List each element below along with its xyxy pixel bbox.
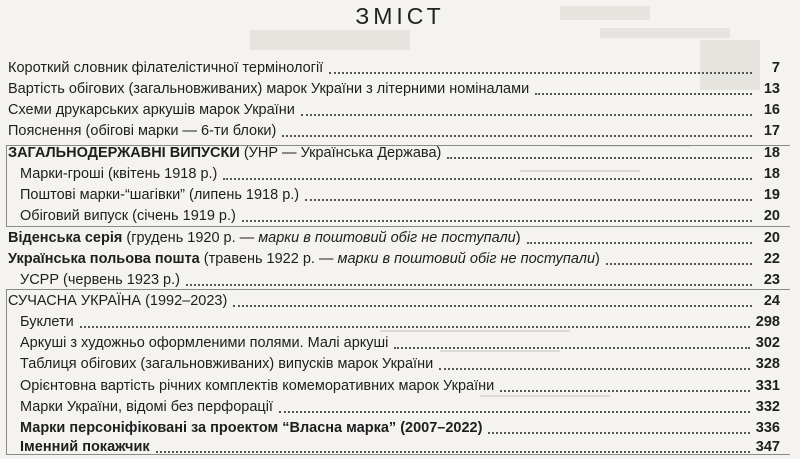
dot-leader [156,451,750,453]
dot-leader [233,305,752,307]
dot-leader [301,114,752,116]
toc-entry-title [8,145,441,162]
toc-entry-subtitle: (грудень 1920 р. — [122,230,259,246]
toc-entry[interactable] [20,331,780,352]
dot-leader [527,242,752,244]
toc-entry[interactable] [20,268,780,289]
toc-entry-bold-title: Віденська серія [8,230,123,246]
page-title: ЗМІСТ [355,3,445,29]
toc-entry[interactable] [20,395,780,416]
toc-entry-page: 19 [763,187,780,203]
toc-entry[interactable] [20,374,780,395]
toc-entry-title: Марки України, відомі без перфорації [20,399,273,415]
toc-entry-page: 331 [755,378,780,394]
toc-entry-title: Буклети [20,314,74,330]
toc-entry-page: 7 [771,60,780,76]
toc-entry-page: 20 [763,230,780,246]
toc-entry[interactable] [8,289,780,310]
toc-entry-subtitle: (травень 1922 р. — [199,251,338,267]
toc-entry[interactable] [8,226,780,247]
dot-leader [500,390,750,392]
toc-entry-title: Схеми друкарських аркушів марок України [8,102,295,118]
toc-entry-bold-title: ЗАГАЛЬНОДЕРЖАВНІ ВИПУСКИ [8,145,240,161]
toc-entry[interactable] [20,435,780,456]
toc-entry[interactable] [20,310,780,331]
toc-entry-page: 20 [763,208,780,224]
toc-entry-bold-title: Іменний покажчик [20,439,150,455]
toc-entry[interactable] [8,247,780,268]
toc-entry-page: 336 [755,420,780,436]
toc-entry-tail: ) [515,230,521,246]
toc-entry-page: 18 [763,166,780,182]
toc-entry[interactable] [8,119,780,140]
dot-leader [329,72,752,74]
toc-entry-title [8,230,521,247]
dot-leader [242,220,752,222]
toc-entry-title: Обіговий випуск (січень 1919 р.) [20,208,236,224]
toc-entry-title: УСРР (червень 1923 р.) [20,272,180,288]
toc-entry[interactable] [20,204,780,225]
toc-entry-title: Пояснення (обігові марки — 6-ти блоки) [8,123,277,139]
toc-entry-bold-title: Марки персоніфіковані за проектом “Власна марка” (2007–2022) [20,420,483,436]
dot-leader [282,135,752,137]
toc-entry-tail: ) [595,251,600,267]
toc-entry-page: 13 [763,81,780,97]
toc-entry[interactable] [8,98,780,119]
toc-entry[interactable] [20,416,780,437]
toc-entry[interactable] [8,141,780,162]
toc-entry-title: Вартість обігових (загальновживаних) марок України з літерними номіналами [8,81,530,97]
toc-entry-title: Марки-гроші (квітень 1918 р.) [20,166,218,182]
dot-leader [439,368,750,370]
toc-entry-page: 347 [755,439,780,455]
toc-entry-title [20,439,150,456]
toc-entry-page: 332 [755,399,780,415]
toc-entry-page: 328 [755,356,780,372]
toc-entry-title [8,251,600,268]
toc-entry-bold-title: Українська польова пошта [8,251,200,267]
dot-leader [535,93,752,95]
dot-leader [394,347,749,349]
toc-entry-page: 23 [763,272,780,288]
toc-entry-page: 17 [763,123,780,139]
toc-entry-page: 24 [763,293,780,309]
toc-entry-page: 22 [763,251,780,267]
dot-leader [447,157,752,159]
dot-leader [305,199,752,201]
toc-entry-title: Орієнтовна вартість річних комплектів комеморативних марок України [20,378,495,394]
dot-leader [223,178,752,180]
toc-entry-title: Аркуші з художньо оформленими полями. Малі аркуші [20,335,389,351]
toc-entry-page: 18 [763,145,780,161]
dot-leader [488,432,749,434]
toc-entry-page: 302 [755,335,780,351]
toc-entry-page: 298 [755,314,780,330]
toc-entry[interactable] [8,77,780,98]
toc-entry-title: Короткий словник філателістичної термінології [8,60,324,76]
toc-entry-subtitle: (УНР — Українська Держава) [239,145,442,161]
dot-leader [279,411,750,413]
dot-leader [186,284,752,286]
toc-entry-title: СУЧАСНА УКРАЇНА (1992–2023) [8,293,228,309]
toc-entry[interactable] [20,352,780,373]
toc-entry[interactable] [20,183,780,204]
toc-entry-note: марки в поштовий обіг не поступали [337,251,596,267]
toc-entry-title: Поштові марки-“шагівки” (липень 1918 р.) [20,187,300,203]
toc-entry-note: марки в поштовий обіг не поступали [258,230,516,246]
dot-leader [606,263,752,265]
toc-entry-title: Таблиця обігових (загальновживаних) випусків марок України [20,356,434,372]
dot-leader [80,326,750,328]
toc-entry[interactable] [8,56,780,77]
toc-entry-page: 16 [763,102,780,118]
toc-entry[interactable] [20,162,780,183]
